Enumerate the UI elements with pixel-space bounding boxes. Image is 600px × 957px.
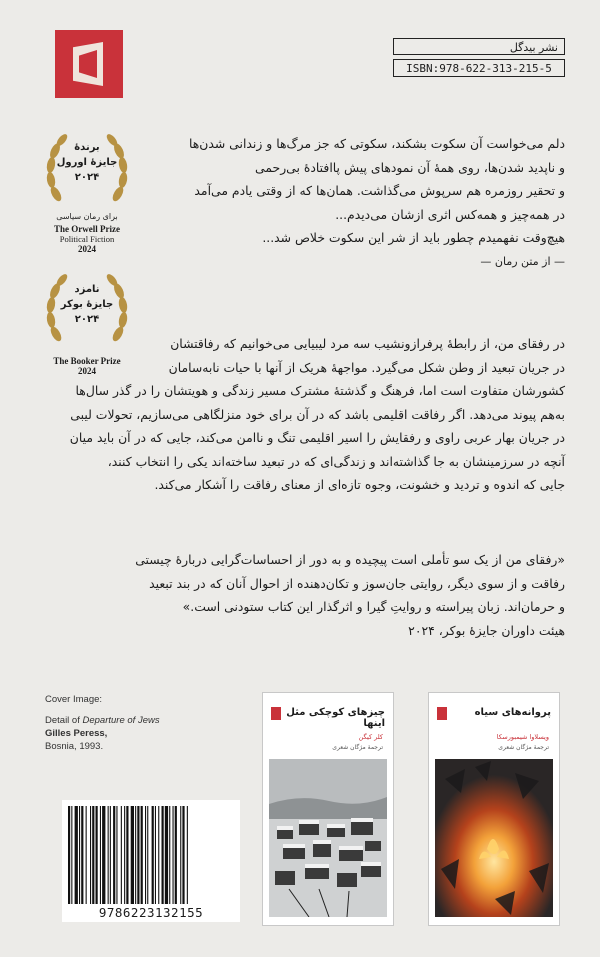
jury-review [45, 548, 565, 642]
award-status: برندهٔ [74, 142, 100, 153]
award-name: جایزهٔ اورول [56, 157, 118, 168]
award-year-en: 2024 [78, 366, 96, 376]
isbn-label: ISBN:978-622-313-215-5 [393, 59, 565, 77]
book-ad-black-butterflies [428, 692, 560, 926]
book-author: ویسلاوا شیمبورسکا [496, 733, 549, 741]
novel-excerpt [165, 132, 565, 273]
excerpt-line: دلم می‌خواست آن سکوت بشکند، سکوتی که جز مرگ‌ها و زندانی شدن‌ها [188, 136, 565, 151]
excerpt-line: و ناپدید شدن‌ها، روی همهٔ آن نمودهای پیش پاافتادهٔ بی‌رحمی [255, 159, 565, 175]
description-line: در جریان تبعید از وطن شکل می‌گیرد. مواجههٔ هریک از آنها با حیات نابه‌سامان [168, 359, 565, 375]
award-name-en: The Orwell Prize [54, 224, 120, 234]
excerpt-source: — از متن رمان — [480, 254, 565, 268]
excerpt-line: هیچ‌وقت نفهمیدم چطور باید از شر این سکوت خلاص شد... [262, 230, 565, 245]
fire-butterflies-cover-image [435, 759, 553, 917]
award-name-en: The Booker Prize [53, 356, 121, 366]
barcode-bars [68, 806, 234, 904]
publisher-logo [55, 30, 123, 98]
excerpt-line: در همه‌چیز و همه‌کس اثری ازشان می‌دیدم... [335, 206, 565, 222]
description-line: به‌هم پیوند می‌دهد. اگر رفاقت اقلیمی باشد که در آن برای خود منزلگاهی می‌سازیم، تحولات لیبی [70, 406, 565, 422]
publisher-mark-icon [437, 707, 447, 720]
book-ad-small-things [262, 692, 394, 926]
award-year: ۲۰۲۴ [74, 314, 100, 325]
description-line: در جریان بهار عربی راوی و رفقایش را اسیر اقلیمی تنگ و ناامن می‌کند، جایی که در آن باید میان [69, 430, 565, 445]
description-line: جایی که اندوه و تردید و خشونت، وجوه تازه‌ای از معنای رفاقت را آشکار می‌کند. [154, 477, 565, 492]
credit-artwork: Departure of Jews [82, 715, 160, 726]
credit-place-year: Bosnia, 1993. [45, 741, 104, 752]
snowy-village-cover-image [269, 759, 387, 917]
cover-image-credit [45, 693, 220, 753]
description-line: کشورشان متفاوت است اما، فرهنگ و گذشتهٔ مشترک مسیر زندگی و هویتشان را در گذر سال‌ها [75, 383, 565, 398]
barcode-number: 9786223132155 [98, 905, 204, 920]
book-title: پروانه‌های سیاه [474, 707, 551, 718]
excerpt-line: و تحقیر روزمره هم سرپوش می‌گذاشت. همان‌ها که از وقتی یادم می‌آمد [194, 183, 565, 198]
description-line: در رفقای من، از رابطهٔ پرفرازونشیب سه مرد لیبیایی می‌خوانیم که رفاقتشان [170, 336, 565, 351]
credit-artist: Gilles Peress, [45, 728, 108, 739]
credit-detail-prefix: Detail of [45, 715, 83, 726]
review-attribution: هیئت داوران جایزهٔ بوکر، ۲۰۲۴ [408, 622, 565, 638]
review-line: رفاقت و از سوی دیگر، روایتی جان‌سوز و تکان‌دهنده از احوال آنان که در بند تبعید [149, 575, 565, 591]
book-description [45, 332, 565, 497]
review-line: و حرمان‌اند. زبان پیراسته و روایتِ گیرا و اثرگذار این کتاب ستودنی است.» [182, 599, 565, 614]
orwell-prize-badge [42, 132, 132, 254]
publisher-name: نشر بیدگل [393, 38, 565, 55]
award-category-fa: برای رمان سیاسی [56, 212, 118, 221]
award-year-en: 2024 [78, 244, 96, 254]
isbn-barcode [62, 800, 240, 922]
award-name: جایزهٔ بوکر [60, 299, 114, 310]
book-translator: ترجمهٔ مژگان شعری [498, 744, 549, 751]
book-translator: ترجمهٔ مژگان شعری [332, 744, 383, 751]
award-year: ۲۰۲۴ [74, 172, 100, 183]
book-author: کلر کیگن [358, 733, 383, 741]
credit-heading: Cover Image: [45, 694, 103, 705]
award-category-en: Political Fiction [59, 234, 115, 244]
description-line: آنچه در سرزمینشان به جا گذاشته‌اند و زندگی‌ای که در تبعید ساخته‌اند یکی را انتخاب کنند، [107, 453, 565, 469]
review-line: «رفقای من از یک سو تأملی است پیچیده و به دور از احساسات‌گرایی دربارهٔ چیستی [135, 552, 565, 567]
award-status: نامزد [74, 284, 100, 295]
book-title: چیزهای کوچکی مثل اینها [286, 707, 385, 729]
